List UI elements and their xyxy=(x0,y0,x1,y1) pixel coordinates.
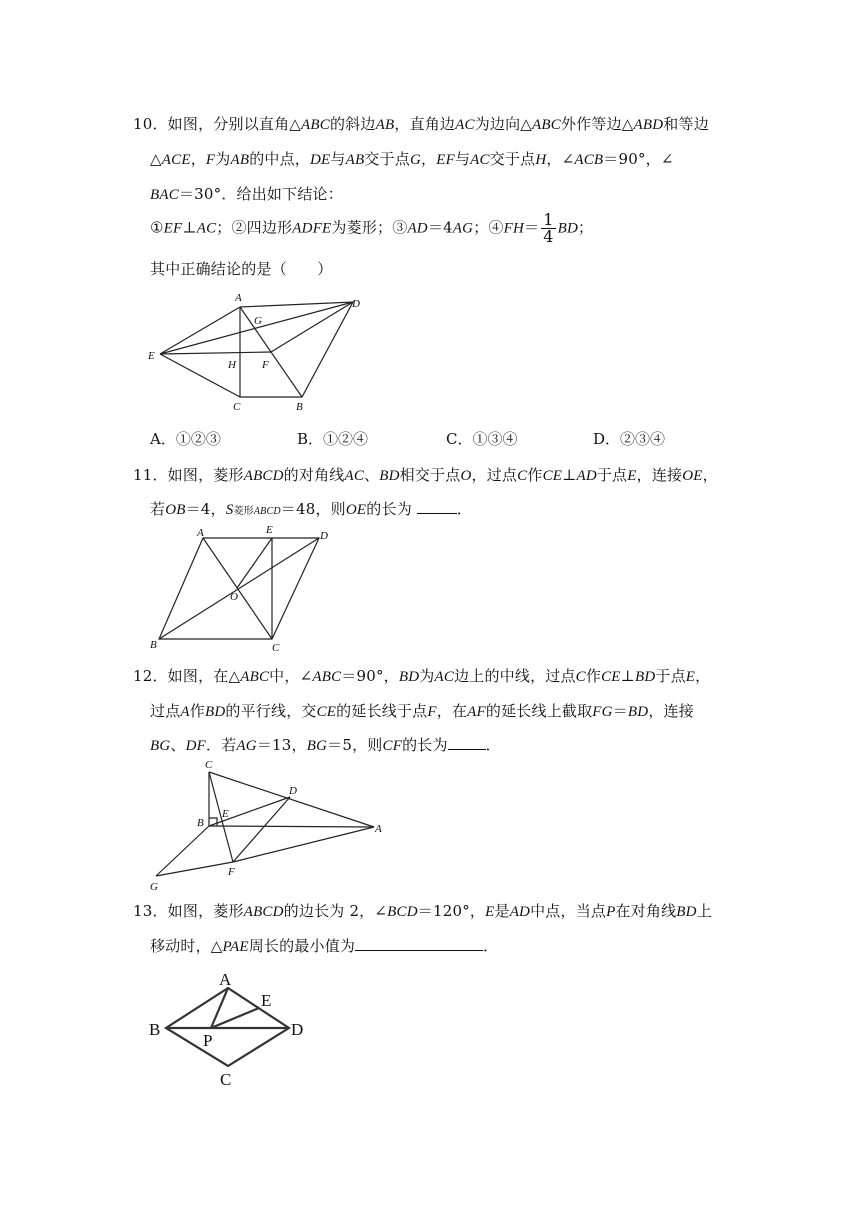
q10-prompt: 其中正确结论的是（ ） xyxy=(150,260,333,278)
q11-label-O: O xyxy=(230,591,238,603)
q10-option-a[interactable]: A．①②③ xyxy=(150,430,221,448)
q11-text-line-1: 11．如图，菱形ABCD的对角线AC、BD相交于点O，过点C作CE⊥AD于点E，连接OE， xyxy=(133,466,718,484)
q13-label-E: E xyxy=(261,991,272,1010)
q10-text-line-1: 10．如图，分别以直角△ABC的斜边AB，直角边AC为边向△ABC外作等边△ABD和等边 xyxy=(133,115,709,133)
q10-label-A: A xyxy=(235,292,242,304)
q12-text-line-3: BG、DF．若AG＝13，BG＝5，则CF的长为 ． xyxy=(150,736,501,754)
q10-option-c[interactable]: C．①③④ xyxy=(446,430,518,448)
q12-text-line-2: 过点A作BD的平行线，交CE的延长线于点F，在AF的延长线上截取FG＝BD，连接 xyxy=(150,702,694,720)
q11-label-B: B xyxy=(150,639,157,651)
q13-label-P: P xyxy=(203,1031,213,1050)
q12-label-F: F xyxy=(228,866,235,878)
q10-label-C: C xyxy=(233,401,241,413)
q12-label-G: G xyxy=(150,881,158,893)
q11-label-E: E xyxy=(266,524,273,536)
q10-label-G: G xyxy=(254,315,262,327)
q11-label-C: C xyxy=(272,642,280,654)
q13-text-line-1: 13．如图，菱形ABCD的边长为 2，∠BCD＝120°，E是AD中点，当点P在对角线BD上 xyxy=(133,902,712,920)
q11-text-line-2: 若OB＝4，S菱形ABCD＝48，则OE的长为 ． xyxy=(150,500,473,518)
fraction-one-quarter: $\frac{1}{4}$ xyxy=(543,210,554,246)
q10-text-line-2: △ACE，F为AB的中点，DE与AB交于点G，EF与AC交于点H，∠ACB＝90°，∠ xyxy=(150,150,674,168)
q13-label-B: B xyxy=(149,1020,161,1039)
q10-option-b[interactable]: B．①②④ xyxy=(297,430,369,448)
q10-text-line-3: BAC＝30°．给出如下结论： xyxy=(150,185,343,203)
q10-option-d[interactable]: D．②③④ xyxy=(593,430,666,448)
q10-label-F: F xyxy=(262,359,269,371)
q12-text-line-1: 12．如图，在△ABC中，∠ABC＝90°，BD为AC边上的中线，过点C作CE⊥BD于点E， xyxy=(133,667,711,685)
q13-label-C: C xyxy=(220,1070,232,1089)
q12-label-C: C xyxy=(205,759,213,771)
q10-label-D: D xyxy=(352,298,360,310)
q10-label-E: E xyxy=(148,350,155,362)
q13-text-line-2: 移动时，△PAE周长的最小值为 ． xyxy=(150,937,499,955)
q11-label-D: D xyxy=(320,530,328,542)
q12-label-A: A xyxy=(375,823,382,835)
q11-label-A: A xyxy=(197,527,204,539)
q10-label-H: H xyxy=(228,359,236,371)
q12-label-B: B xyxy=(197,817,204,829)
q12-label-D: D xyxy=(289,785,297,797)
q12-label-E: E xyxy=(222,808,229,820)
q10-conclusions: ①EF⊥AC；②四边形ADFE为菱形；③AD＝4AG；④FH＝ $\frac{1}{4}$ BD； xyxy=(150,210,594,246)
q13-label-A: A xyxy=(219,970,232,989)
q13-label-D: D xyxy=(291,1020,304,1039)
q10-label-B: B xyxy=(296,401,303,413)
